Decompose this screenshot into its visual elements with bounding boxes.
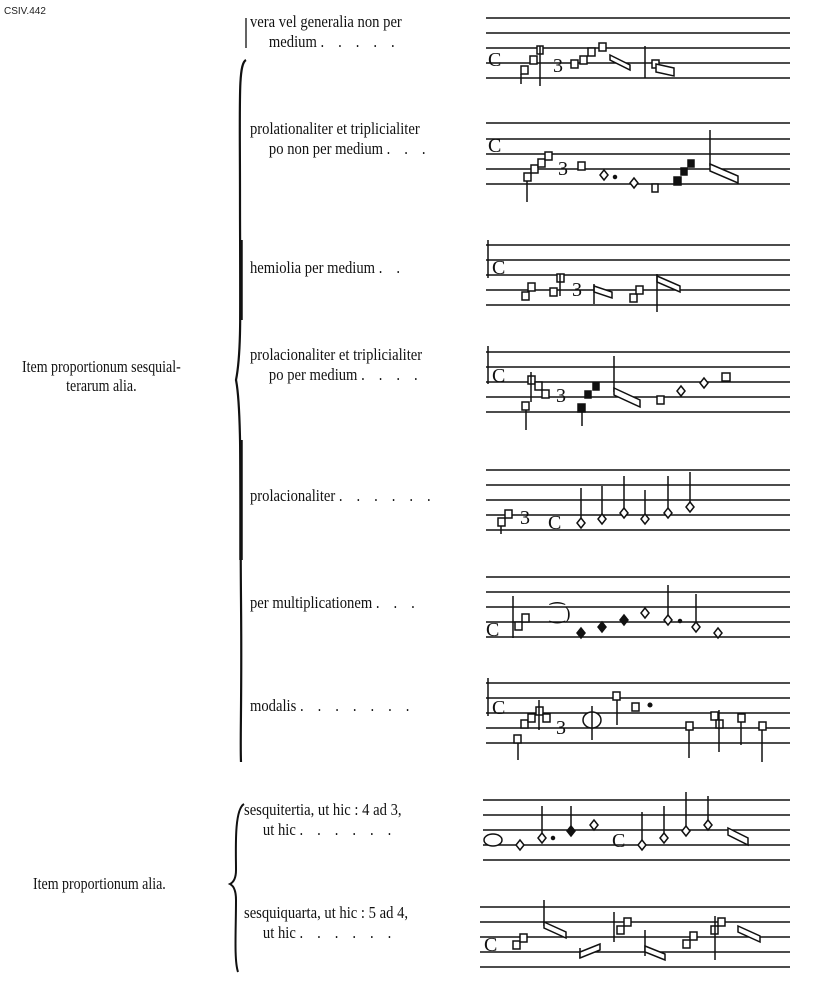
mensuration-sign-icon: C — [488, 135, 502, 157]
leader-dots: . . . — [386, 139, 431, 158]
black-breve-icon — [674, 177, 681, 185]
semibreve-icon — [630, 178, 638, 188]
breve-icon — [514, 735, 521, 743]
leader-dots: . . . . . . — [299, 923, 397, 942]
minim-icon — [692, 622, 700, 632]
breve-icon — [718, 918, 725, 926]
proportion-sign-icon: 3 — [556, 385, 566, 407]
semibreve-icon — [677, 386, 685, 396]
ligature-icon — [594, 286, 612, 298]
leader-dots: . . . . . . . — [299, 696, 415, 715]
staff-5-notes — [498, 472, 694, 534]
ligature-icon — [656, 64, 674, 76]
minim-icon — [538, 833, 546, 843]
breve-icon — [722, 373, 730, 381]
item-label-line1: hemiolia per medium — [250, 258, 376, 277]
minim-icon — [620, 508, 628, 518]
item-label-line1: per multiplicationem — [250, 593, 373, 612]
breve-icon — [588, 48, 595, 56]
breve-icon — [524, 173, 531, 181]
group-label-line: terarum alia. — [66, 376, 137, 395]
breve-icon — [550, 288, 557, 296]
item-label-line1: modalis — [250, 696, 297, 715]
breve-icon — [521, 720, 528, 728]
breve-icon — [580, 56, 587, 64]
breve-icon — [515, 622, 522, 630]
breve-icon — [521, 66, 528, 74]
breve-icon — [617, 926, 624, 934]
semibreve-icon — [590, 820, 598, 830]
breve-icon — [522, 402, 529, 410]
semibreve-icon — [516, 840, 524, 850]
staff-1-notes — [488, 43, 674, 86]
breve-icon — [683, 940, 690, 948]
semibreve-icon — [600, 170, 608, 180]
breve-icon — [522, 292, 529, 300]
leader-dots: . . . . . . — [338, 486, 436, 505]
black-breve-icon — [681, 168, 687, 175]
black-breve-icon — [578, 404, 585, 412]
staff-2-notes — [488, 130, 738, 202]
breve-icon — [530, 56, 537, 64]
item-label-line2: medium — [268, 32, 317, 51]
breve-icon — [531, 165, 538, 173]
item-label-line2: ut hic — [262, 820, 296, 839]
breve-icon — [542, 390, 549, 398]
staff-4-notes — [488, 346, 730, 430]
breve-icon — [513, 941, 520, 949]
group-label-line: Item proportionum alia. — [33, 874, 166, 893]
breve-icon — [636, 286, 643, 294]
breve-icon — [571, 60, 578, 68]
staff-1 — [486, 18, 790, 78]
fermata-sign-icon: ⁐) — [550, 603, 571, 623]
item-label-line1: sesquitertia, ut hic : 4 ad 3, — [244, 800, 402, 819]
black-breve-icon — [585, 391, 591, 398]
black-semibreve-icon — [620, 615, 628, 625]
leader-dots: . . . . — [361, 365, 423, 384]
staff-3-notes — [488, 240, 680, 312]
item-label-line2: po non per medium — [268, 139, 384, 158]
minim-icon — [686, 502, 694, 512]
breve-icon — [690, 932, 697, 940]
mensuration-sign-icon: C — [492, 697, 506, 719]
semibreve-icon — [641, 608, 649, 618]
staff-6 — [486, 577, 790, 637]
minim-icon — [664, 615, 672, 625]
semibreve-icon — [700, 378, 708, 388]
breve-icon — [520, 934, 527, 942]
breve-icon — [613, 692, 620, 700]
breve-icon — [686, 722, 693, 730]
breve-icon — [738, 714, 745, 722]
breve-icon — [630, 294, 637, 302]
breve-icon — [759, 722, 766, 730]
leader-dots: . . . . . — [320, 32, 400, 51]
minim-icon — [704, 820, 712, 830]
leader-dots: . . . — [375, 593, 420, 612]
breve-icon — [545, 152, 552, 160]
item-label-line1: sesquiquarta, ut hic : 5 ad 4, — [244, 903, 409, 922]
staff-8 — [483, 800, 790, 860]
item-label-line1: prolacionaliter — [250, 486, 336, 505]
breve-icon — [632, 703, 639, 711]
item-label-line1: prolationaliter et triplicialiter — [250, 119, 420, 138]
minim-icon — [664, 508, 672, 518]
breve-icon — [543, 714, 550, 722]
staff-6-notes — [486, 585, 722, 641]
minim-icon — [577, 518, 585, 528]
staff-7 — [486, 683, 790, 743]
breve-icon — [624, 918, 631, 926]
proportion-sign-icon: 3 — [553, 55, 563, 77]
black-minim-icon — [567, 826, 575, 836]
brace-bottom — [230, 804, 244, 972]
breve-icon — [528, 283, 535, 291]
minim-icon — [682, 826, 690, 836]
mensuration-sign-icon: C — [492, 365, 506, 387]
breve-icon — [505, 510, 512, 518]
breve-icon — [652, 184, 658, 192]
breve-icon — [498, 518, 505, 526]
breve-icon — [711, 712, 718, 720]
item-label-line1: vera vel generalia non per — [250, 12, 402, 31]
ligature-icon — [614, 388, 640, 407]
group-label-line: Item proportionum sesquial- — [22, 357, 181, 376]
ligature-icon — [645, 946, 665, 960]
minim-icon — [660, 833, 668, 843]
mensuration-sign-icon: C — [612, 830, 626, 852]
breve-icon — [535, 382, 542, 390]
ligature-icon — [580, 944, 600, 958]
ligature-icon — [738, 926, 760, 942]
item-label-line2: po per medium — [268, 365, 358, 384]
black-breve-icon — [688, 160, 694, 167]
breve-icon — [657, 396, 664, 404]
mensuration-sign-icon: C — [486, 619, 500, 641]
breve-icon — [538, 159, 545, 167]
leader-dots: . . — [378, 258, 406, 277]
item-label-line1: prolacionaliter et triplicialiter — [250, 345, 423, 364]
proportion-sign-icon: 3 — [556, 717, 566, 739]
mensuration-sign-icon: C — [548, 512, 562, 534]
staff-8-notes — [484, 792, 748, 852]
brace-top — [236, 18, 246, 762]
proportion-sign-icon: 3 — [558, 158, 568, 180]
staff-5 — [486, 470, 790, 530]
breve-icon — [578, 162, 585, 170]
minim-icon — [638, 840, 646, 850]
circle-sign-icon — [484, 834, 502, 846]
proportion-sign-icon: 3 — [520, 507, 530, 529]
proportion-sign-icon: 3 — [572, 279, 582, 301]
black-breve-icon — [593, 383, 599, 390]
ligature-icon — [544, 922, 566, 938]
mensuration-sign-icon: C — [488, 49, 502, 71]
staff-7-notes — [488, 678, 766, 762]
staff-9-notes — [484, 900, 760, 960]
item-label-line2: ut hic — [262, 923, 296, 942]
mensuration-sign-icon: C — [492, 257, 506, 279]
breve-icon — [599, 43, 606, 51]
breve-icon — [528, 714, 535, 722]
black-semibreve-icon — [598, 622, 606, 632]
mensuration-sign-icon: C — [484, 934, 498, 956]
breve-icon — [522, 614, 529, 622]
staff-3 — [486, 245, 790, 305]
ligature-icon — [710, 164, 738, 183]
leader-dots: . . . . . . — [299, 820, 397, 839]
page-id: CSIV.442 — [4, 6, 46, 17]
